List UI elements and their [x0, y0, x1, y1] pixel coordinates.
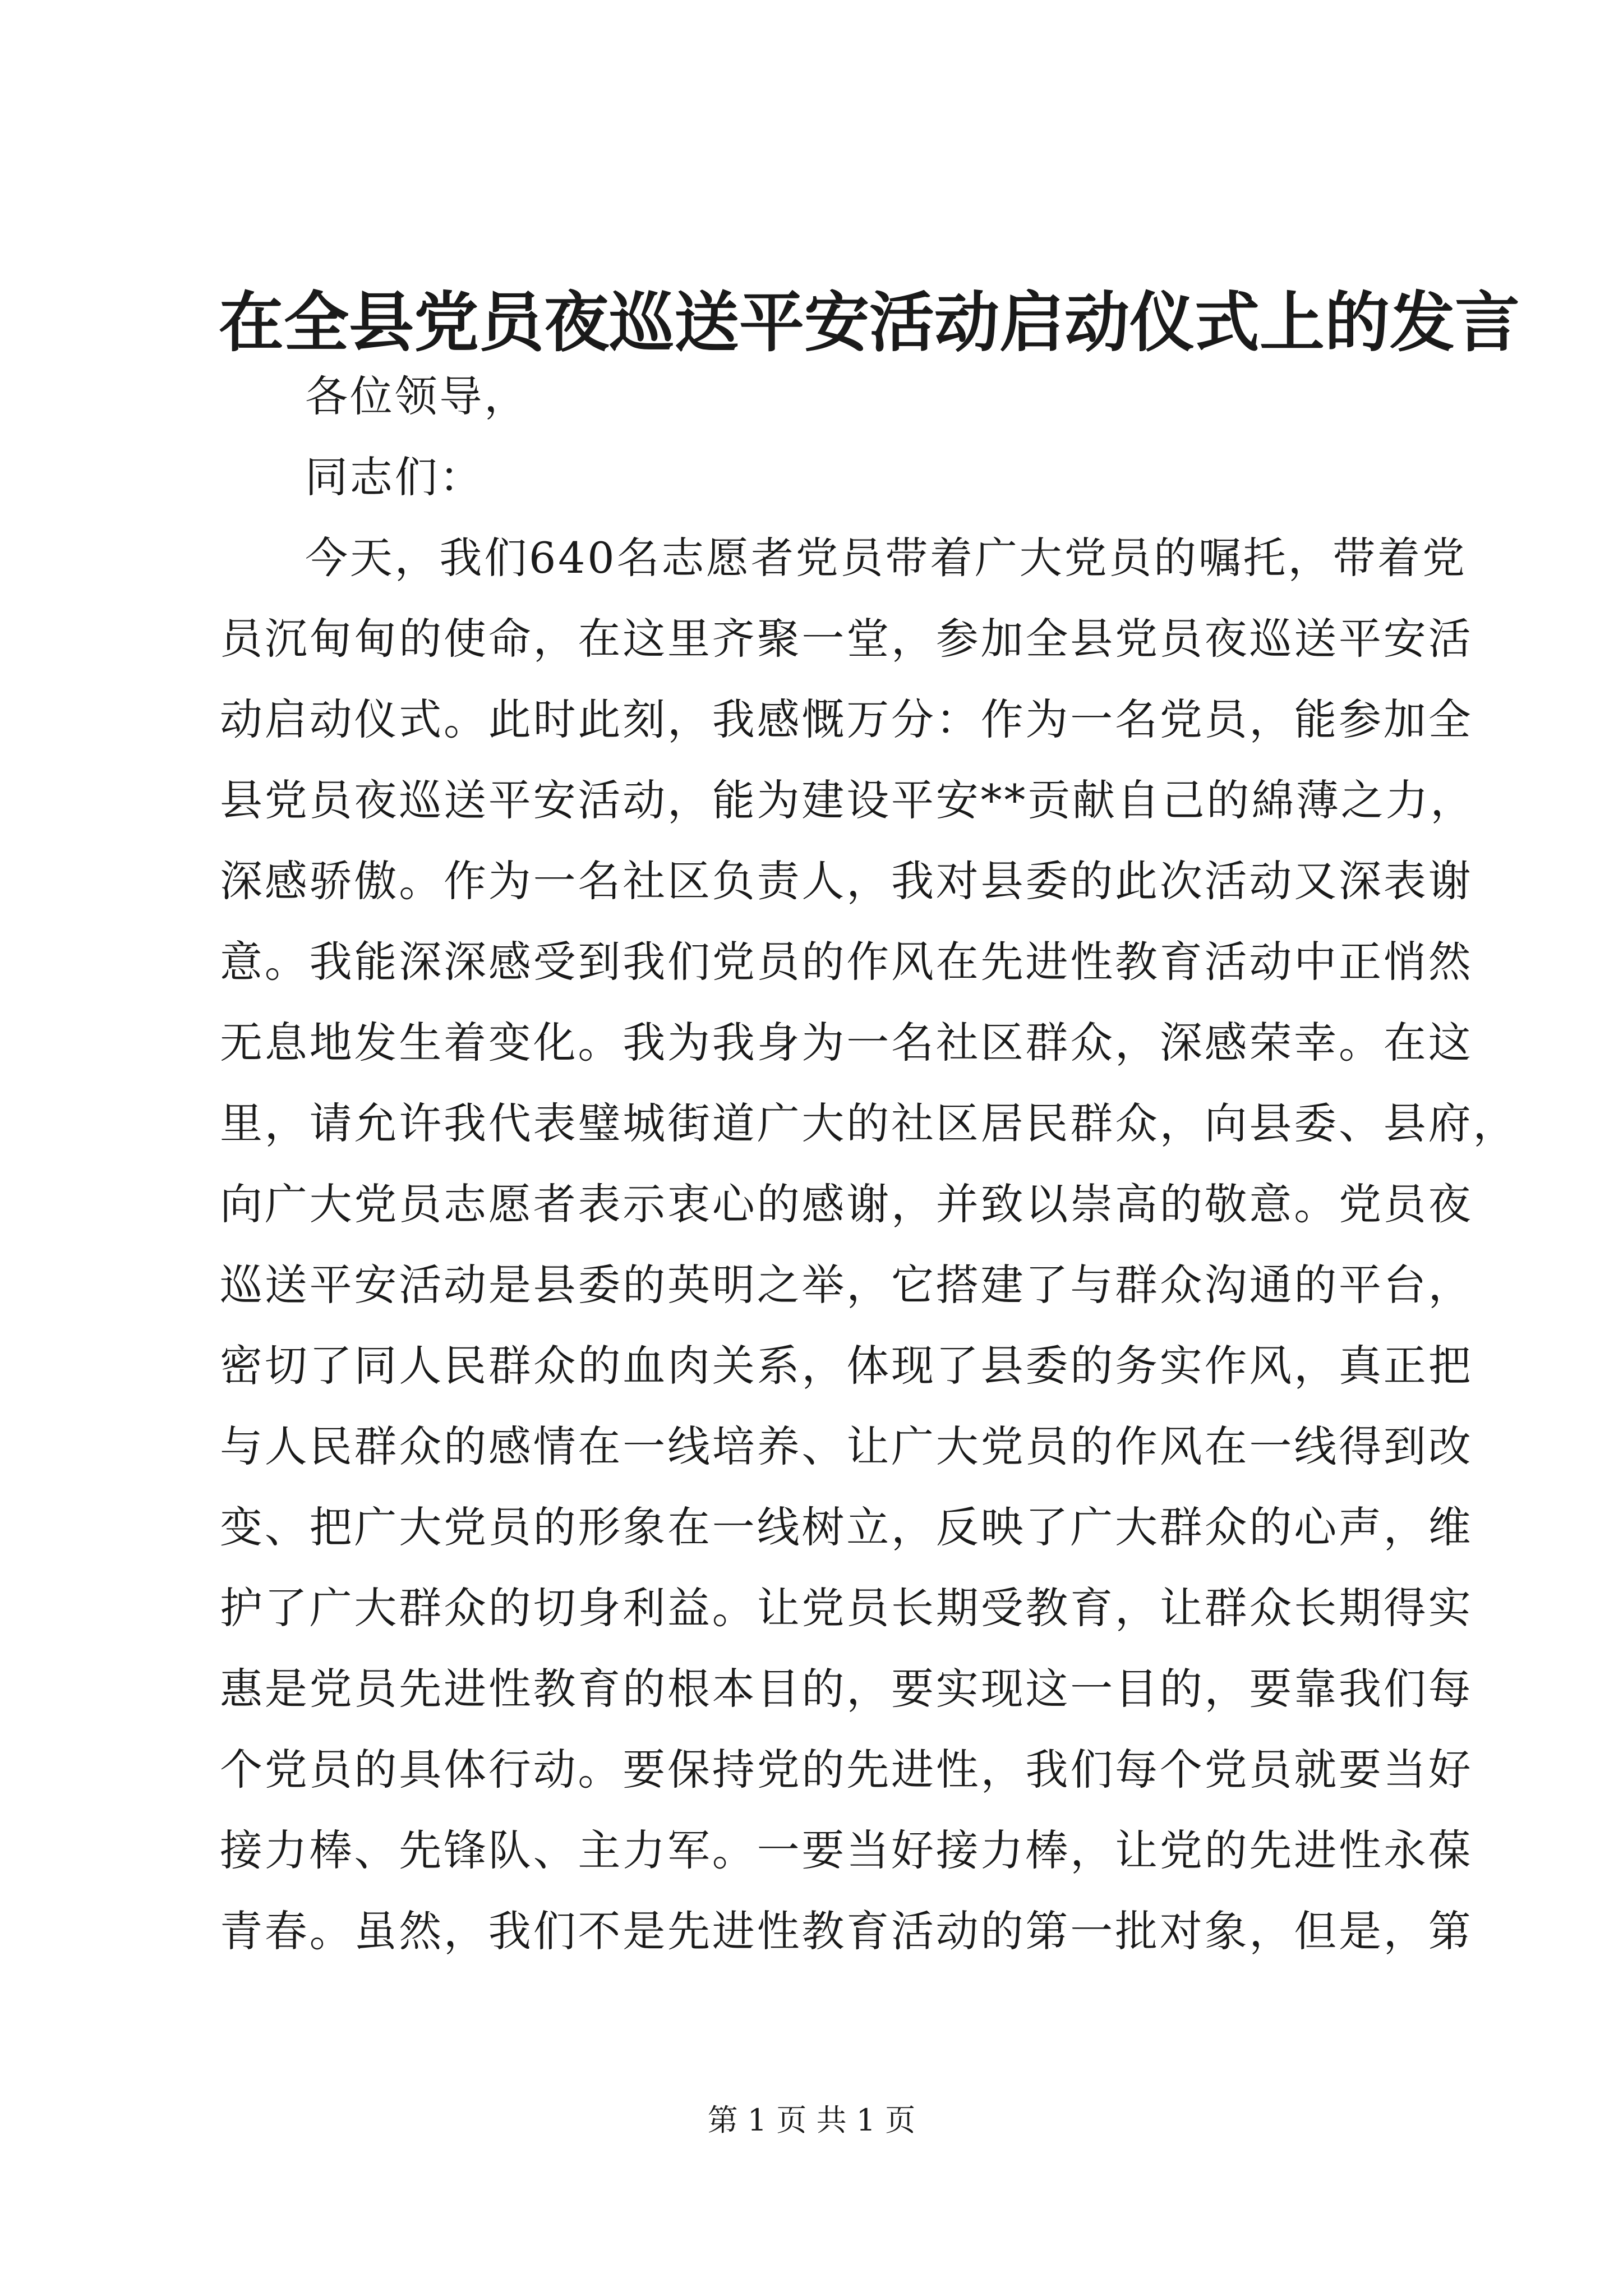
document-title: 在全县党员夜巡送平安活动启动仪式上的发言: [219, 284, 1520, 361]
paragraph-line: 个党员的具体行动。要保持党的先进性，我们每个党员就要当好: [220, 1745, 1473, 1795]
paragraph-line: 县党员夜巡送平安活动，能为建设平安**贡献自己的綿薄之力，: [220, 775, 1476, 825]
paragraph-line: 今天，我们640名志愿者党员带着广大党员的嘱托，带着党: [305, 533, 1467, 583]
salutation-leaders: 各位领导，: [305, 371, 529, 421]
document-body: [220, 356, 1518, 1972]
paragraph-line: 动启动仪式。此时此刻，我感慨万分：作为一名党员，能参加全: [220, 694, 1473, 744]
paragraph-line: 惠是党员先进性教育的根本目的，要实现这一目的，要靠我们每: [220, 1664, 1473, 1714]
paragraph-line: 里，请允许我代表璧城街道广大的社区居民群众，向县委、县府，: [220, 1098, 1518, 1148]
salutation-comrades: 同志们：: [305, 452, 485, 502]
paragraph-line: 无息地发生着变化。我为我身为一名社区群众，深感荣幸。在这: [220, 1018, 1473, 1068]
paragraph-line: 巡送平安活动是县委的英明之举，它搭建了与群众沟通的平台，: [220, 1260, 1473, 1310]
paragraph-line: 与人民群众的感情在一线培养、让广大党员的作风在一线得到改: [220, 1421, 1473, 1471]
paragraph-line: 员沉甸甸的使命，在这里齐聚一堂，参加全县党员夜巡送平安活: [220, 614, 1473, 664]
paragraph-line: 变、把广大党员的形象在一线树立，反映了广大群众的心声，维: [220, 1502, 1473, 1552]
page-footer: 第 1 页 共 1 页: [707, 2102, 916, 2138]
paragraph-line: 向广大党员志愿者表示衷心的感谢，并致以崇高的敬意。党员夜: [220, 1179, 1473, 1229]
paragraph-line: 密切了同人民群众的血肉关系，体现了县委的务实作风，真正把: [220, 1341, 1473, 1391]
paragraph-line: 深感骄傲。作为一名社区负责人，我对县委的此次活动又深表谢: [220, 856, 1473, 906]
paragraph-line: 意。我能深深感受到我们党员的作风在先进性教育活动中正悄然: [220, 937, 1473, 987]
paragraph-line: 护了广大群众的切身利益。让党员长期受教育，让群众长期得实: [220, 1583, 1473, 1633]
paragraph-line: 接力棒、先锋队、主力军。一要当好接力棒，让党的先进性永葆: [220, 1825, 1473, 1875]
paragraph-line: 青春。虽然，我们不是先进性教育活动的第一批对象，但是，第: [220, 1906, 1473, 1956]
